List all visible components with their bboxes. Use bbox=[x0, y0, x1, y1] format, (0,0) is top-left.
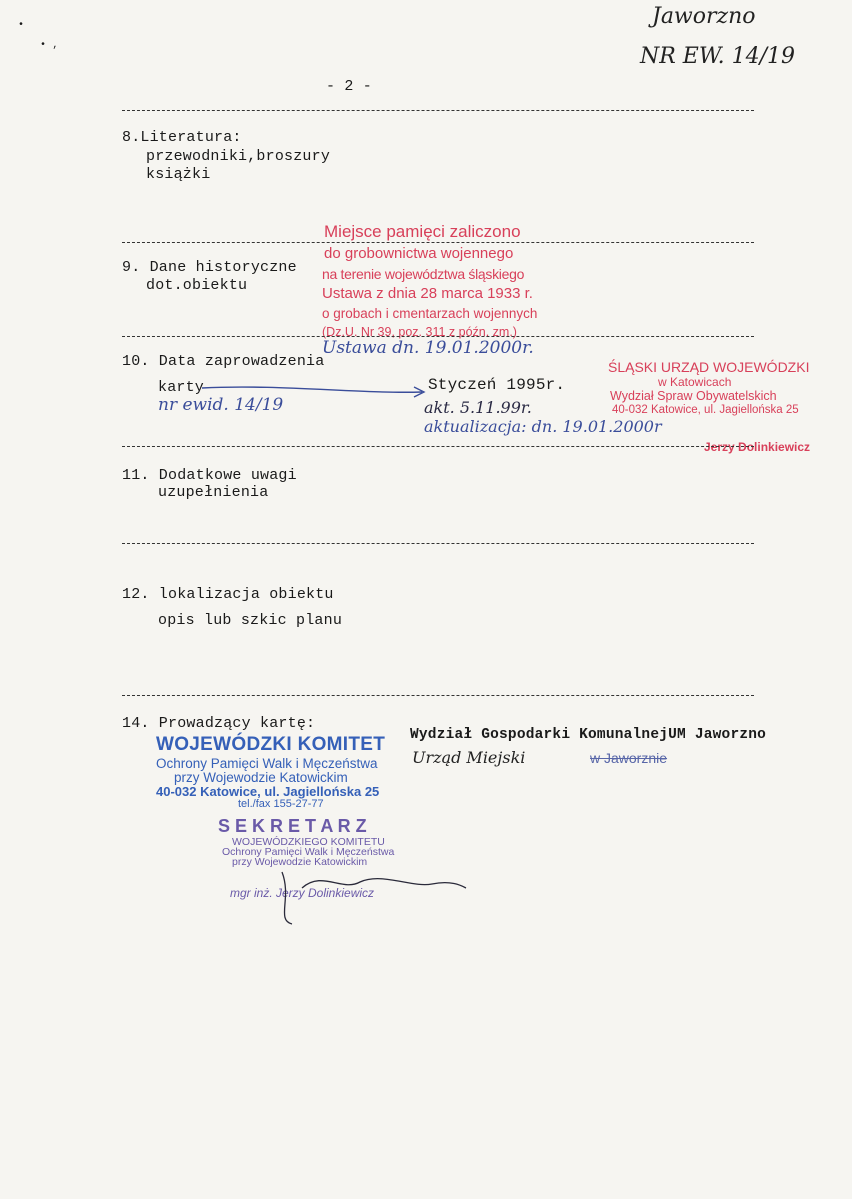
corner-mark: • , bbox=[40, 40, 59, 51]
urzad-stamp-line5: Jerzy Dolinkiewicz bbox=[704, 440, 811, 454]
sekretarz-stamp-line2: WOJEWÓDZKIEGO KOMITETU bbox=[232, 836, 385, 848]
komitet-stamp-line1: WOJEWÓDZKI KOMITET bbox=[156, 734, 386, 755]
red-stamp-line6: (Dz.U. Nr 39, poz. 311 z późn. zm.) bbox=[322, 325, 517, 339]
section-10-value: Styczeń 1995r. bbox=[428, 376, 566, 394]
sekretarz-stamp-line5: mgr inż. Jerzy Dolinkiewicz bbox=[230, 886, 375, 900]
divider bbox=[122, 543, 754, 544]
section-12-line2: opis lub szkic planu bbox=[158, 612, 343, 629]
red-stamp-line3: na terenie województwa śląskiego bbox=[322, 266, 525, 282]
handwritten-urzad: Urząd Miejski bbox=[412, 748, 526, 767]
divider bbox=[122, 446, 754, 447]
urzad-stamp-line3: Wydział Spraw Obywatelskich bbox=[610, 389, 777, 403]
divider bbox=[122, 336, 754, 337]
section-10-karty: karty bbox=[158, 379, 205, 396]
komitet-stamp-line4: 40-032 Katowice, ul. Jagiellońska 25 bbox=[156, 784, 380, 799]
section-8-line1: przewodniki,broszury bbox=[146, 148, 331, 165]
handwritten-city: Jaworzno bbox=[652, 4, 756, 29]
handwritten-ref: NR EW. 14/19 bbox=[640, 44, 796, 69]
section-9-line2: dot.obiektu bbox=[146, 277, 248, 294]
signature bbox=[262, 858, 472, 928]
divider bbox=[122, 242, 754, 243]
komitet-stamp-line3: przy Wojewodzie Katowickim bbox=[174, 770, 348, 785]
komitet-stamp-line5: tel./fax 155-27-77 bbox=[238, 798, 324, 810]
handwritten-nr-ewid: nr ewid. 14/19 bbox=[158, 395, 284, 415]
divider bbox=[122, 695, 754, 696]
urzad-stamp-line2: w Katowicach bbox=[658, 375, 732, 389]
red-stamp-line2: do grobownictwa wojennego bbox=[324, 245, 514, 262]
sekretarz-stamp-line1: S E K R E T A R Z bbox=[218, 816, 367, 836]
sekretarz-stamp-line3: Ochrony Pamięci Walk i Męczeństwa bbox=[222, 846, 395, 858]
section-8-line2: książki bbox=[146, 166, 211, 183]
handwritten-akt-2: aktualizacja: dn. 19.01.2000r bbox=[424, 417, 662, 436]
urzad-stamp-line1: ŚLĄSKI URZĄD WOJEWÓDZKI bbox=[608, 359, 810, 375]
section-11-line2: uzupełnienia bbox=[158, 484, 269, 501]
struck-text: w Jaworznie bbox=[590, 750, 668, 766]
section-14-title: 14. Prowadzący kartę: bbox=[122, 715, 316, 732]
section-10-title: 10. Data zaprowadzenia bbox=[122, 353, 325, 370]
komitet-stamp-line2: Ochrony Pamięci Walk i Męczeństwa bbox=[156, 756, 378, 771]
page-number: - 2 - bbox=[326, 78, 373, 95]
red-stamp-line5: o grobach i cmentarzach wojennych bbox=[322, 306, 538, 321]
section-14-value: Wydział Gospodarki KomunalnejUM Jaworzno bbox=[410, 727, 767, 743]
section-9-title: 9. Dane historyczne bbox=[122, 259, 297, 276]
red-stamp-line4: Ustawa z dnia 28 marca 1933 r. bbox=[322, 285, 533, 302]
handwritten-akt-1: akt. 5.11.99r. bbox=[424, 398, 532, 417]
divider bbox=[122, 110, 754, 111]
handwritten-stamp-date: Ustawa dn. 19.01.2000r. bbox=[322, 338, 534, 358]
red-stamp-line1: Miejsce pamięci zaliczono bbox=[324, 222, 521, 241]
urzad-stamp-line4: 40-032 Katowice, ul. Jagiellońska 25 bbox=[612, 404, 799, 416]
section-11-title: 11. Dodatkowe uwagi bbox=[122, 467, 297, 484]
sekretarz-stamp-line4: przy Wojewodzie Katowickim bbox=[232, 856, 368, 868]
corner-mark: • bbox=[18, 20, 25, 31]
section-8-title: 8.Literatura: bbox=[122, 129, 242, 146]
section-12-title: 12. lokalizacja obiektu bbox=[122, 586, 334, 603]
